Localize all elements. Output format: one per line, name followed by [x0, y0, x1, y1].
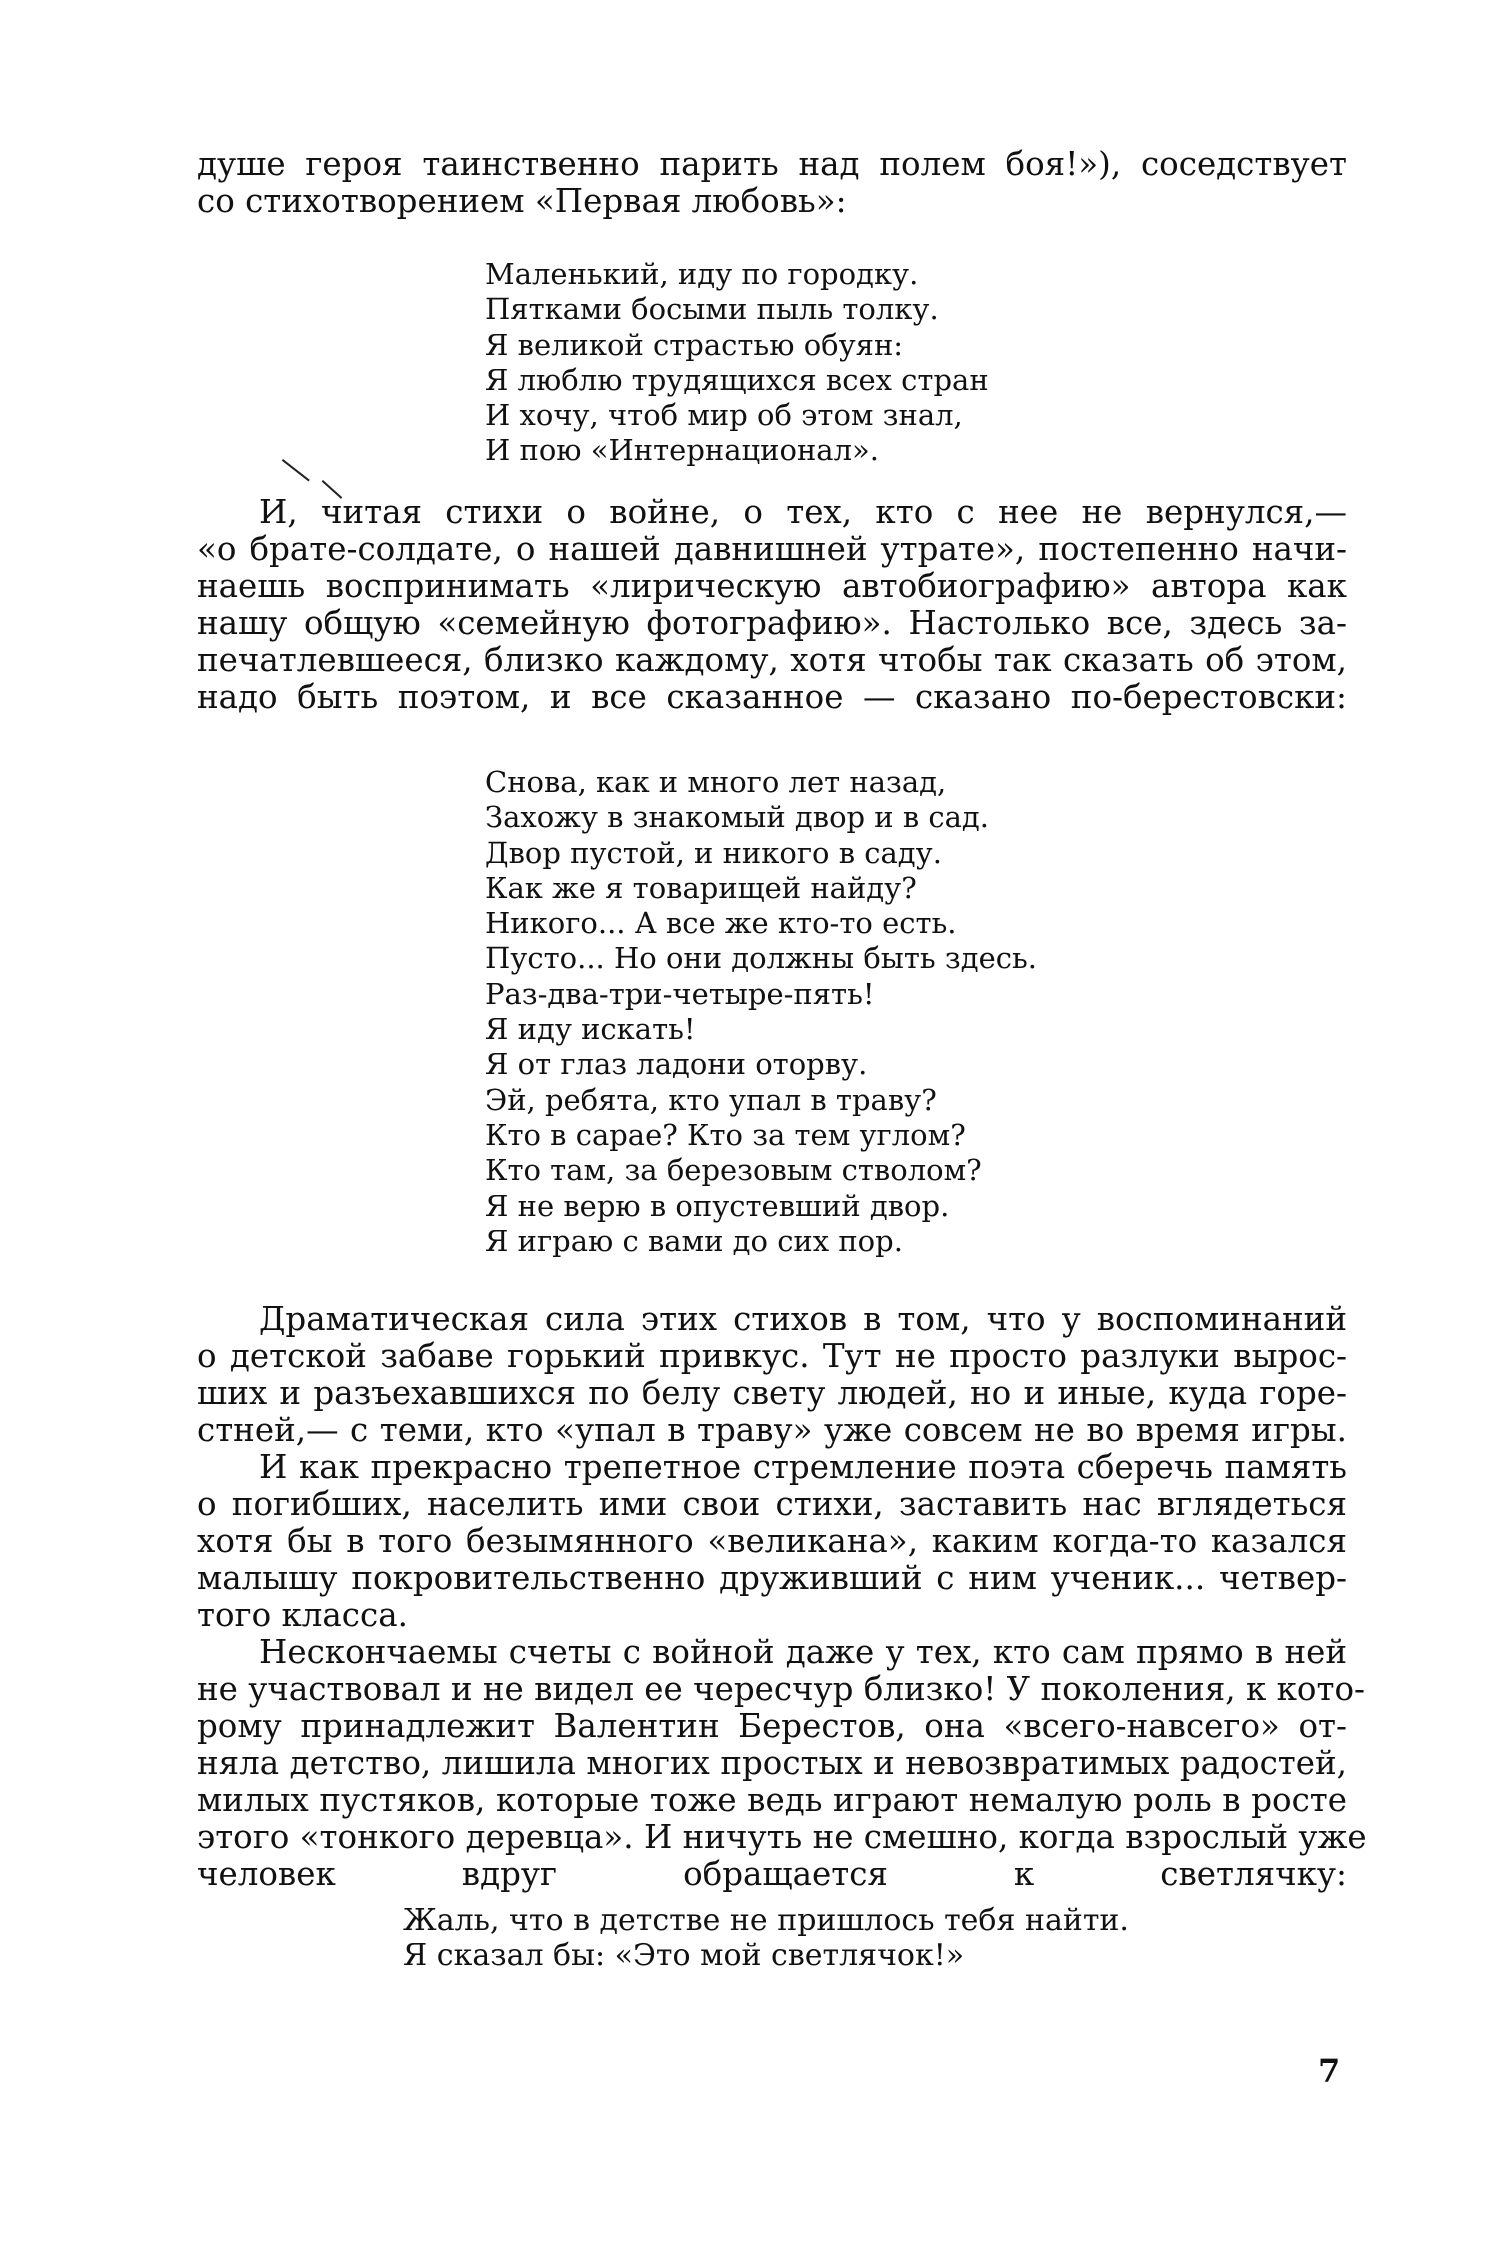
- text-line: милых пустяков, которые тоже ведь играют немалую роль в росте: [197, 1781, 1347, 1819]
- poem-line: Я не верю в опустевший двор.: [485, 1188, 950, 1223]
- text-line: хотя бы в того безымянного «великана», каким когда-то казался: [197, 1522, 1347, 1560]
- text-line: ших и разъехавшихся по белу свету людей, но и иные, куда горе-: [197, 1374, 1347, 1412]
- poem-line: Никого... А все же кто-то есть.: [485, 906, 957, 941]
- poem-line: Я играю с вами до сих пор.: [485, 1223, 903, 1258]
- poem-line: Эй, ребята, кто упал в траву?: [485, 1082, 937, 1117]
- poem-first-love: [485, 257, 989, 469]
- text-line: рому принадлежит Валентин Берестов, она «всего-навсего» от-: [197, 1707, 1347, 1745]
- poem-courtyard: [485, 765, 1037, 1259]
- poem-line: Я сказал бы: «Это мой светлячок!»: [403, 1938, 965, 1974]
- poem-line: Я великой страстью обуян:: [485, 327, 904, 362]
- text-line: И, читая стихи о войне, о тех, кто с нее не вернулся,—: [259, 493, 1347, 531]
- text-line: человек вдруг обращается к светлячку:: [197, 1855, 1347, 1893]
- poem-line: Двор пустой, и никого в саду.: [485, 835, 942, 870]
- text-line: нашу общую «семейную фотографию». Настолько все, здесь за-: [197, 604, 1347, 642]
- poem-line: Раз-два-три-четыре-пять!: [485, 976, 875, 1011]
- poem-line: И пою «Интернационал».: [485, 433, 879, 468]
- poem-line: Кто в сарае? Кто за тем углом?: [485, 1117, 966, 1152]
- poem-line: Я люблю трудящихся всех стран: [485, 362, 989, 397]
- text-line: малышу покровительственно друживший с ним ученик... четвер-: [197, 1559, 1347, 1597]
- text-line: няла детство, лишила многих простых и невозвратимых радостей,: [197, 1744, 1347, 1782]
- text-line: душе героя таинственно парить над полем боя!»), соседствует: [197, 145, 1347, 183]
- page-number: 7: [1318, 2052, 1341, 2090]
- text-line: со стихотворением «Первая любовь»:: [197, 182, 847, 220]
- text-line: Драматическая сила этих стихов в том, что у воспоминаний: [259, 1300, 1347, 1338]
- text-line: печатлевшееся, близко каждому, хотя чтобы так сказать об этом,: [197, 641, 1347, 679]
- poem-line: Захожу в знакомый двор и в сад.: [485, 800, 990, 835]
- text-line: наешь воспринимать «лирическую автобиографию» автора как: [197, 567, 1347, 605]
- poem-line: Маленький, иду по городку.: [485, 257, 919, 291]
- poem-line: Снова, как и много лет назад,: [485, 765, 947, 799]
- text-line: о детской забаве горький привкус. Тут не просто разлуки вырос-: [197, 1337, 1347, 1375]
- text-line: о погибших, населить ими свои стихи, заставить нас вглядеться: [197, 1485, 1347, 1523]
- pencil-mark: [282, 459, 310, 482]
- text-line: стней,— с теми, кто «упал в траву» уже совсем не во время игры.: [197, 1411, 1347, 1449]
- paragraph-dramatic-force: [197, 1300, 1367, 1893]
- text-line: не участвовал и не видел ее чересчур близко! У поколения, к кото-: [197, 1670, 1366, 1708]
- text-line: надо быть поэтом, и все сказанное — сказано по-берестовски:: [197, 678, 1347, 716]
- poem-line: Жаль, что в детстве не пришлось тебя найти.: [403, 1903, 1129, 1938]
- poem-line: Кто там, за березовым стволом?: [485, 1153, 982, 1188]
- text-line: Нескончаемы счеты с войной даже у тех, кто сам прямо в ней: [259, 1633, 1347, 1671]
- poem-line: И хочу, чтоб мир об этом знал,: [485, 398, 963, 433]
- paragraph-war-poems: [197, 494, 1347, 716]
- poem-line: Как же я товарищей найду?: [485, 870, 917, 905]
- poem-line: Я иду искать!: [485, 1012, 696, 1047]
- poem-line: Я от глаз ладони оторву.: [485, 1047, 868, 1082]
- text-line: того класса.: [197, 1596, 408, 1634]
- poem-firefly: [403, 1903, 1129, 1974]
- text-line: этого «тонкого деревца». И ничуть не смешно, когда взрослый уже: [197, 1818, 1367, 1856]
- text-line: И как прекрасно трепетное стремление поэта сберечь память: [259, 1448, 1347, 1486]
- intro-paragraph: [197, 146, 1347, 220]
- poem-line: Пусто... Но они должны быть здесь.: [485, 941, 1037, 976]
- text-line: «о брате-солдате, о нашей давнишней утрате», постепенно начи-: [197, 530, 1347, 568]
- poem-line: Пятками босыми пыль толку.: [485, 292, 939, 327]
